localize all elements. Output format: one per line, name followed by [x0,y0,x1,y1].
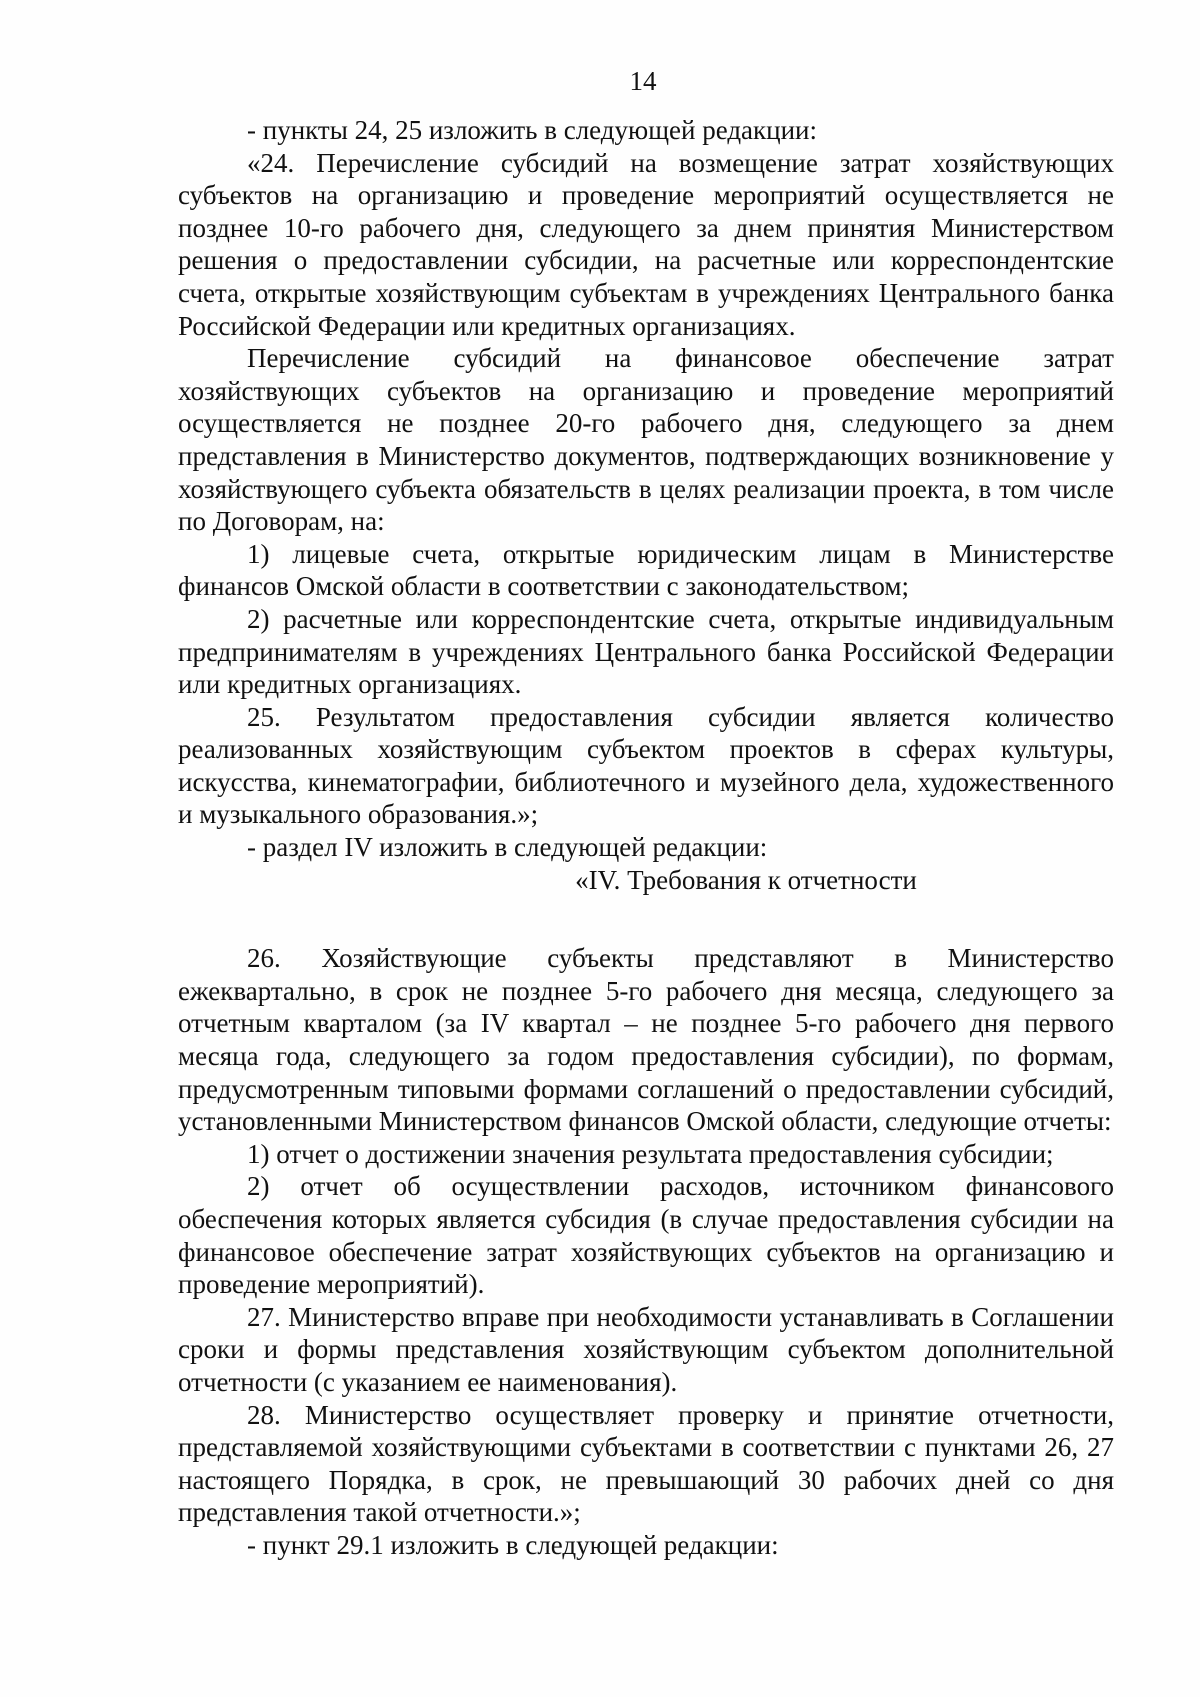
paragraph-report-1: 1) отчет о достижении значения результата предоставления субсидии; [247,1138,1054,1169]
paragraph-amend-points-24-25: - пункты 24, 25 изложить в следующей редакции: [247,115,818,145]
paragraph-point-27: 27. Министерство вправе при необходимости устанавливать в Соглашении сроки и формы представления хозяйствующим субъектом дополнительной отчетности (с указанием ее наименования). [178,1301,1114,1397]
paragraph-point-28: 28. Министерство осуществляет проверку и принятие отчетности, представляемой хозяйствующими субъектами в соответствии с пунктами 26, 27 настоящего Порядка, в срок, не превышающий 30 рабочих дней со дня представления такой отчетности.»; [178,1399,1114,1528]
paragraph-financial-provision: Перечисление субсидий на финансовое обеспечение затрат хозяйствующих субъектов на организацию и проведение мероприятий осуществляется не позднее 20-го рабочего дня, следующего за днем представления в Министерство документов, подтверждающих возникновение у хозяйствующего субъекта обязательств в целях реализации проекта, в том числе по Договорам, на: [178,343,1114,537]
section-heading: «IV. Требования к отчетности [575,864,917,895]
paragraph-report-2: 2) отчет об осуществлении расходов, источником финансового обеспечения которых является субсидия (в случае предоставления субсидии на финансовое обеспечение затрат хозяйствующих субъектов на организацию и проведение мероприятий). [178,1171,1114,1300]
paragraph-point-26: 26. Хозяйствующие субъекты представляют в Министерство ежеквартально, в срок не позднее 5-го рабочего дня месяца, следующего за отчетным кварталом (за IV квартал – не позднее 5-го рабочего дня первого месяца года, следующего за годом предоставления субсидии), по формам, предусмотренным типовыми формами соглашений о предоставлении субсидий, установленными Министерством финансов Омской области, следующие отчеты: [178,943,1114,1137]
paragraph-amend-point-29-1: - пункт 29.1 изложить в следующей редакции: [247,1529,779,1560]
paragraph-point-24: «24. Перечисление субсидий на возмещение затрат хозяйствующих субъектов на организацию и проведение мероприятий осуществляется не позднее 10-го рабочего дня, следующего за днем принятия Министерством решения о предоставлении субсидии, на расчетные или корреспондентские счета, открытые хозяйствующим субъектам в учреждениях Центрального банка Российской Федерации или кредитных организациях. [178,147,1114,341]
paragraph-point-25: 25. Результатом предоставления субсидии является количество реализованных хозяйствующим субъектом проектов в сферах культуры, искусства, кинематографии, библиотечного и музейного дела, художественного и музыкального образования.»; [178,701,1114,830]
document-body [178,114,1114,1562]
paragraph-item-1-personal-accounts: 1) лицевые счета, открытые юридическим лицам в Министерстве финансов Омской области в соответствии с законодательством; [178,538,1114,602]
section-spacer [178,896,1114,942]
paragraph-item-2-settlement-accounts: 2) расчетные или корреспондентские счета, открытые индивидуальным предпринимателям в учреждениях Центрального банка Российской Федерации или кредитных организациях. [178,603,1114,700]
paragraph-amend-section-iv: - раздел IV изложить в следующей редакции: [247,832,768,863]
page-number: 14 [629,66,657,96]
